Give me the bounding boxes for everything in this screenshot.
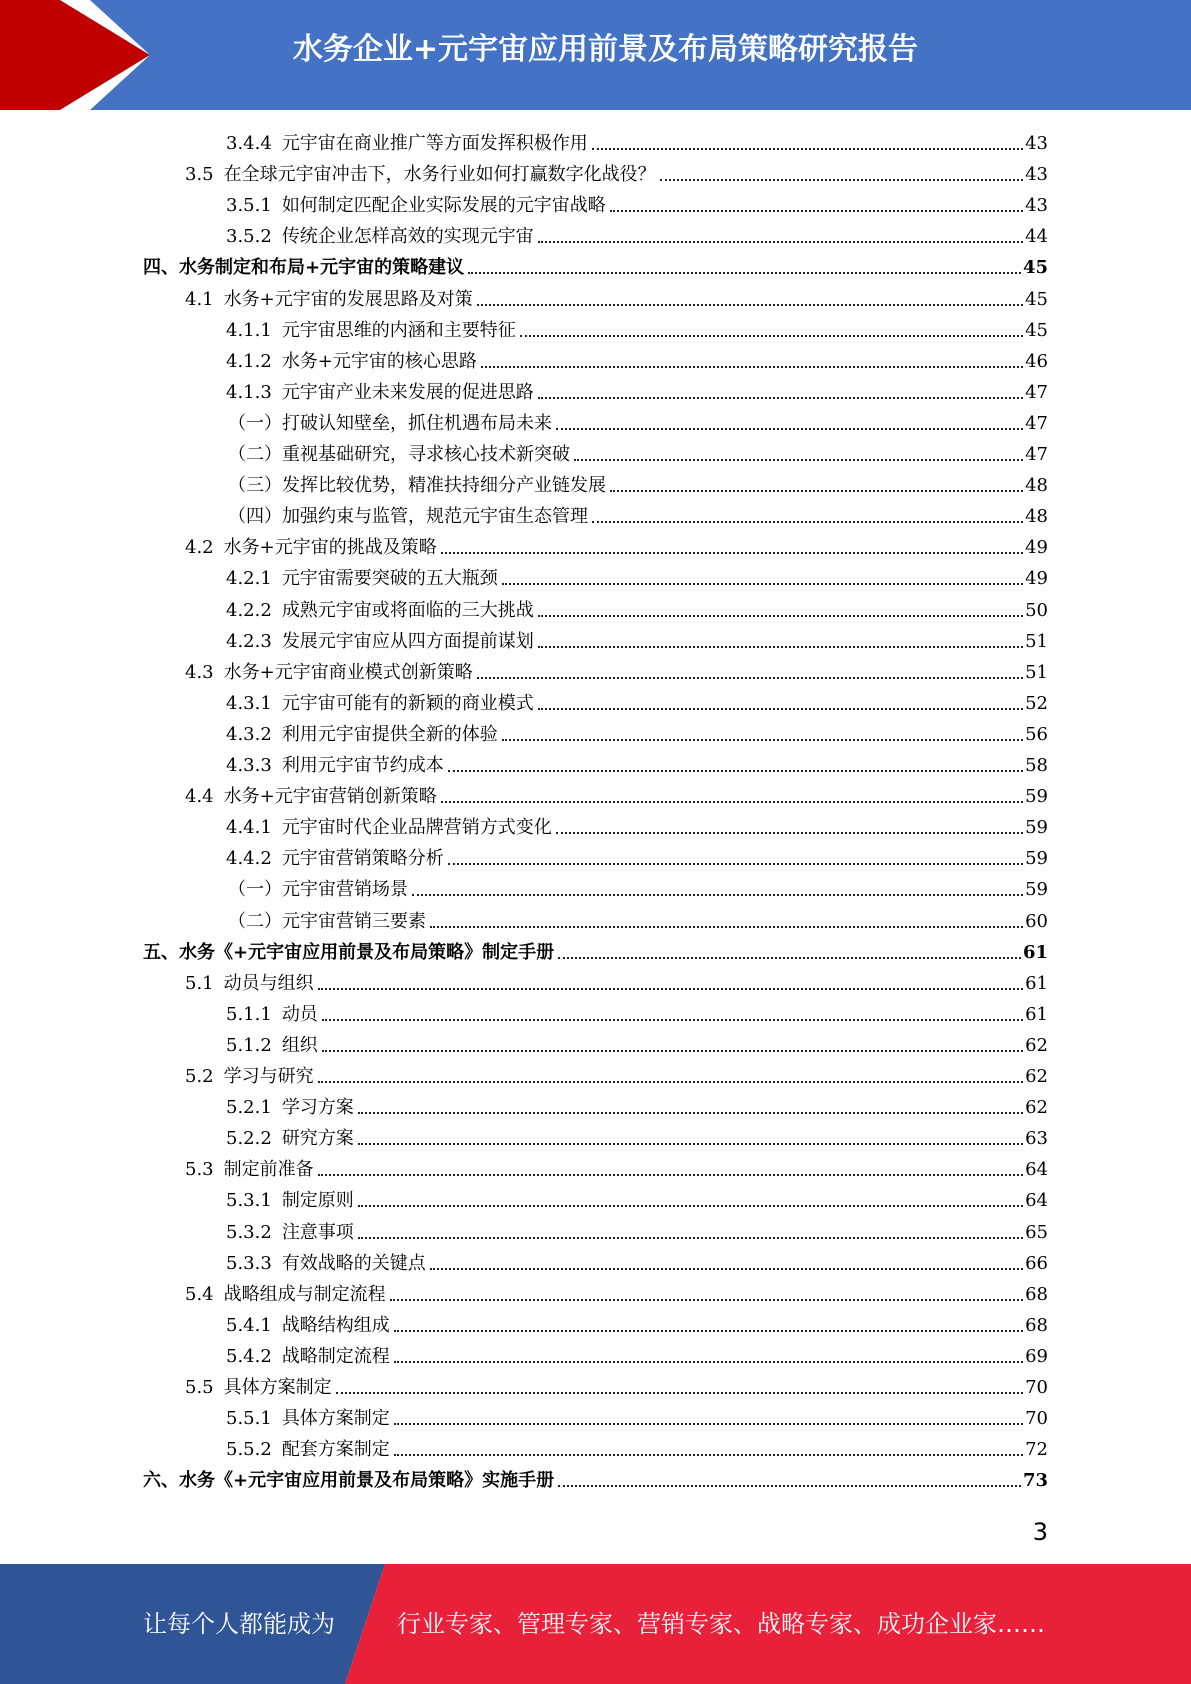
toc-entry[interactable]	[226, 595, 1048, 626]
toc-entry-number: 4.3.2	[226, 723, 272, 745]
toc-entry-number: 4.4	[185, 786, 214, 808]
toc-entry-title	[226, 563, 502, 594]
toc-entry-title	[226, 221, 538, 252]
toc-entry-page: 46	[1025, 350, 1048, 372]
toc-dot-leader	[538, 397, 1023, 399]
toc-entry[interactable]	[185, 1061, 1048, 1092]
toc-entry-page: 69	[1025, 1345, 1048, 1367]
toc-dot-leader	[502, 583, 1023, 585]
toc-entry-title	[226, 1092, 358, 1123]
toc-entry-text: 元宇宙时代企业品牌营销方式变化	[281, 817, 552, 839]
toc-entry-text: 成熟元宇宙或将面临的三大挑战	[281, 599, 534, 621]
toc-entry-title	[226, 750, 448, 781]
toc-entry[interactable]	[226, 1434, 1048, 1465]
toc-entry-title	[226, 812, 556, 843]
toc-dot-leader	[448, 770, 1023, 772]
toc-entry-page: 68	[1025, 1283, 1048, 1305]
toc-entry-title	[228, 439, 574, 470]
toc-entry-page: 60	[1025, 910, 1048, 932]
toc-dot-leader	[448, 863, 1023, 865]
toc-entry[interactable]	[228, 439, 1048, 470]
toc-dot-leader	[610, 210, 1023, 212]
toc-entry[interactable]	[185, 159, 1048, 190]
toc-entry-text: 四、水务制定和布局+元宇宙的策略建议	[143, 257, 465, 279]
toc-entry-title	[226, 1030, 322, 1061]
toc-entry-page: 49	[1025, 537, 1048, 559]
toc-entry-text: 配套方案制定	[281, 1439, 390, 1461]
toc-entry-number: 5.3.1	[226, 1190, 272, 1212]
toc-entry-title	[226, 719, 502, 750]
toc-entry-page: 59	[1025, 879, 1048, 901]
toc-dot-leader	[430, 1268, 1023, 1270]
toc-entry-title	[185, 284, 477, 315]
toc-entry-page: 62	[1025, 1034, 1048, 1056]
toc-entry[interactable]	[185, 284, 1048, 315]
toc-entry-text: （四）加强约束与监管，规范元宇宙生态管理	[228, 506, 588, 528]
toc-entry-text: 动员	[281, 1003, 318, 1025]
toc-entry-number: 5.1	[185, 972, 214, 994]
toc-entry-number: 4.2.1	[226, 568, 272, 590]
toc-dot-leader	[394, 1361, 1023, 1363]
toc-entry-number: 5.5.1	[226, 1408, 272, 1430]
toc-entry-number: 5.3	[185, 1159, 214, 1181]
toc-entry[interactable]	[226, 377, 1048, 408]
toc-entry-text: 在全球元宇宙冲击下，水务行业如何打赢数字化战役？	[223, 164, 656, 186]
toc-entry-page: 61	[1025, 1003, 1048, 1025]
toc-entry[interactable]	[143, 252, 1048, 283]
toc-dot-leader	[520, 335, 1023, 337]
toc-entry-page: 65	[1025, 1221, 1048, 1243]
toc-entry[interactable]	[226, 1217, 1048, 1248]
toc-entry[interactable]	[226, 563, 1048, 594]
toc-entry[interactable]	[226, 1248, 1048, 1279]
toc-dot-leader	[358, 1143, 1023, 1145]
toc-dot-leader	[481, 366, 1023, 368]
toc-entry-title	[226, 315, 520, 346]
toc-entry-page: 64	[1025, 1190, 1048, 1212]
toc-entry-page: 61	[1025, 972, 1048, 994]
toc-entry-number: 4.3.3	[226, 755, 272, 776]
toc-entry-page: 47	[1025, 444, 1048, 465]
toc-entry-number: 5.1.2	[226, 1034, 272, 1056]
toc-entry-title	[226, 688, 538, 719]
toc-entry-number: 4.1.1	[226, 319, 272, 341]
toc-entry-title	[226, 626, 538, 657]
toc-dot-leader	[538, 646, 1023, 648]
footer-slogan-right: 行业专家、管理专家、营销专家、战略专家、成功企业家……	[397, 1610, 1045, 1638]
toc-entry-text: 注意事项	[281, 1221, 354, 1243]
toc-entry-number: 4.1	[185, 288, 214, 310]
toc-entry-number: 5.2.2	[226, 1128, 272, 1150]
toc-entry-text: 水务+元宇宙的发展思路及对策	[223, 288, 473, 310]
toc-entry-title	[226, 1403, 394, 1434]
toc-entry-page: 48	[1025, 506, 1048, 528]
toc-entry[interactable]	[185, 1372, 1048, 1403]
toc-entry-number: 5.1.1	[226, 1003, 272, 1025]
toc-entry-text: 学习与研究	[223, 1066, 314, 1087]
toc-entry-page: 44	[1025, 226, 1048, 248]
toc-dot-leader	[556, 832, 1023, 834]
toc-entry-page: 48	[1025, 475, 1048, 497]
toc-entry-page: 50	[1025, 599, 1048, 621]
toc-entry-text: 学习方案	[281, 1097, 354, 1119]
toc-entry[interactable]	[185, 532, 1048, 563]
toc-dot-leader	[358, 1205, 1023, 1207]
toc-dot-leader	[538, 615, 1023, 617]
toc-entry[interactable]	[226, 688, 1048, 719]
toc-entry-number: 4.4.1	[226, 817, 272, 839]
toc-dot-leader	[322, 1050, 1023, 1052]
toc-entry[interactable]	[226, 128, 1048, 159]
toc-entry[interactable]	[143, 937, 1048, 968]
toc-entry-page: 47	[1025, 381, 1048, 403]
toc-entry[interactable]	[185, 1279, 1048, 1310]
toc-entry[interactable]	[226, 1403, 1048, 1434]
toc-dot-leader	[558, 1485, 1021, 1487]
toc-entry-title	[143, 1465, 558, 1496]
toc-entry-text: 研究方案	[281, 1128, 354, 1150]
toc-entry-title	[143, 937, 558, 968]
toc-entry-page: 73	[1022, 1470, 1048, 1492]
toc-entry-text: 水务+元宇宙商业模式创新策略	[223, 661, 473, 683]
toc-entry-number: 5.3.3	[226, 1252, 272, 1274]
toc-dot-leader	[318, 1081, 1023, 1083]
toc-entry-number: 5.4	[185, 1283, 214, 1305]
toc-entry[interactable]	[226, 315, 1048, 346]
toc-entry-title	[185, 657, 477, 688]
toc-entry-page: 47	[1025, 412, 1048, 434]
toc-entry-page: 45	[1025, 319, 1048, 341]
toc-entry-text: 制定原则	[281, 1190, 354, 1212]
toc-entry[interactable]	[226, 812, 1048, 843]
toc-dot-leader	[441, 801, 1023, 803]
toc-dot-leader	[477, 304, 1023, 306]
toc-entry-text: 利用元宇宙节约成本	[281, 755, 444, 776]
toc-entry-number: 5.5	[185, 1377, 214, 1398]
toc-entry-page: 59	[1025, 848, 1048, 870]
toc-entry-page: 63	[1025, 1128, 1048, 1150]
toc-entry-page: 62	[1025, 1097, 1048, 1119]
toc-entry-text: 六、水务《+元宇宙应用前景及布局策略》实施手册	[143, 1470, 555, 1492]
toc-entry-text: 发展元宇宙应从四方面提前谋划	[281, 630, 534, 652]
toc-entry-number: 5.4.2	[226, 1345, 272, 1367]
toc-entry-title	[143, 252, 468, 283]
toc-entry[interactable]	[228, 408, 1048, 439]
toc-entry-text: 如何制定匹配企业实际发展的元宇宙战略	[281, 195, 606, 217]
toc-entry-text: （三）发挥比较优势，精准扶持细分产业链发展	[228, 475, 606, 497]
toc-entry[interactable]	[185, 968, 1048, 999]
toc-dot-leader	[336, 1392, 1023, 1394]
toc-entry-text: 传统企业怎样高效的实现元宇宙	[281, 226, 534, 248]
toc-entry-page: 58	[1025, 755, 1048, 776]
toc-entry-page: 70	[1025, 1408, 1048, 1430]
toc-entry-number: 4.2.2	[226, 599, 272, 621]
toc-dot-leader	[441, 552, 1023, 554]
page-header	[0, 0, 1191, 110]
toc-entry-title	[226, 595, 538, 626]
toc-entry-text: 五、水务《+元宇宙应用前景及布局策略》制定手册	[143, 941, 555, 963]
toc-entry-title	[185, 532, 441, 563]
toc-dot-leader	[574, 459, 1023, 461]
toc-entry-number: 5.5.2	[226, 1439, 272, 1461]
toc-entry-title	[226, 1185, 358, 1216]
toc-dot-leader	[558, 957, 1021, 959]
toc-entry-title	[185, 781, 441, 812]
toc-dot-leader	[592, 521, 1023, 523]
toc-dot-leader	[610, 490, 1023, 492]
toc-entry-page: 56	[1025, 723, 1048, 745]
toc-entry-page: 64	[1025, 1159, 1048, 1181]
toc-entry-text: 水务+元宇宙营销创新策略	[223, 786, 437, 808]
report-title: 水务企业+元宇宙应用前景及布局策略研究报告	[292, 32, 919, 67]
toc-entry-title	[226, 377, 538, 408]
toc-dot-leader	[502, 739, 1023, 741]
toc-entry-page: 51	[1025, 661, 1048, 683]
toc-dot-leader	[318, 1174, 1023, 1176]
toc-entry[interactable]	[226, 1030, 1048, 1061]
toc-entry-title	[226, 190, 610, 221]
toc-entry-title	[226, 999, 322, 1030]
toc-entry[interactable]	[185, 781, 1048, 812]
toc-entry-text: （一）元宇宙营销场景	[228, 879, 408, 901]
toc-entry-page: 61	[1022, 941, 1048, 963]
toc-entry-number: 3.4.4	[226, 133, 272, 154]
toc-entry-page: 68	[1025, 1314, 1048, 1336]
toc-dot-leader	[394, 1454, 1023, 1456]
toc-entry-text: 元宇宙思维的内涵和主要特征	[281, 319, 516, 341]
toc-entry-text: 利用元宇宙提供全新的体验	[281, 723, 498, 745]
toc-entry-title	[185, 1279, 390, 1310]
footer-slogan-left: 让每个人都能成为	[143, 1610, 335, 1638]
toc-entry-number: 5.2.1	[226, 1097, 272, 1119]
toc-dot-leader	[538, 241, 1023, 243]
page-footer	[0, 1564, 1191, 1684]
toc-entry-number: 3.5.2	[226, 226, 272, 248]
toc-entry[interactable]	[143, 1465, 1048, 1496]
toc-entry-text: 具体方案制定	[223, 1377, 332, 1398]
toc-entry[interactable]	[226, 626, 1048, 657]
toc-dot-leader	[660, 179, 1023, 181]
toc-entry-text: 具体方案制定	[281, 1408, 390, 1430]
toc-entry-text: 组织	[281, 1034, 318, 1056]
toc-entry[interactable]	[228, 906, 1048, 937]
toc-entry-page: 52	[1025, 692, 1048, 714]
toc-entry[interactable]	[226, 1310, 1048, 1341]
toc-entry-title	[228, 501, 592, 532]
toc-entry-number: 4.3	[185, 661, 214, 683]
toc-entry-page: 45	[1022, 257, 1048, 279]
toc-entry-title	[226, 128, 592, 159]
toc-dot-leader	[390, 1299, 1023, 1301]
toc-entry[interactable]	[185, 1154, 1048, 1185]
toc-entry-text: 战略结构组成	[281, 1314, 390, 1336]
toc-dot-leader	[430, 926, 1023, 928]
toc-dot-leader	[468, 272, 1021, 274]
toc-entry-number: 4.1.3	[226, 381, 272, 403]
toc-entry-text: 制定前准备	[223, 1159, 314, 1181]
toc-entry-title	[226, 1248, 430, 1279]
toc-entry-title	[228, 874, 412, 905]
toc-entry-number: 4.1.2	[226, 350, 272, 372]
toc-entry[interactable]	[226, 1092, 1048, 1123]
toc-entry-page: 59	[1025, 817, 1048, 839]
toc-entry-title	[226, 1217, 358, 1248]
toc-entry[interactable]	[228, 501, 1048, 532]
page-number: 3	[1032, 1518, 1048, 1546]
toc-entry-text: 元宇宙在商业推广等方面发挥积极作用	[281, 133, 588, 154]
toc-entry-text: 元宇宙营销策略分析	[281, 848, 444, 870]
toc-entry-title	[228, 408, 556, 439]
toc-entry-text: 元宇宙产业未来发展的促进思路	[281, 381, 534, 403]
toc-entry[interactable]	[226, 843, 1048, 874]
toc-entry-text: 战略组成与制定流程	[223, 1283, 386, 1305]
toc-entry-page: 43	[1025, 164, 1048, 186]
toc-dot-leader	[322, 1019, 1023, 1021]
toc-entry-number: 4.2	[185, 537, 214, 559]
toc-entry-title	[228, 470, 610, 501]
toc-entry-number: 4.3.1	[226, 692, 272, 714]
toc-entry-page: 51	[1025, 630, 1048, 652]
toc-entry-text: 动员与组织	[223, 972, 314, 994]
toc-entry-page: 62	[1025, 1066, 1048, 1087]
toc-entry-text: 水务+元宇宙的核心思路	[281, 350, 477, 372]
toc-entry-page: 70	[1025, 1377, 1048, 1398]
toc-entry[interactable]	[226, 221, 1048, 252]
toc-entry-title	[226, 1341, 394, 1372]
toc-dot-leader	[412, 894, 1023, 896]
toc-entry-page: 45	[1025, 288, 1048, 310]
toc-dot-leader	[358, 1112, 1023, 1114]
toc-entry-title	[226, 1434, 394, 1465]
toc-entry[interactable]	[228, 470, 1048, 501]
toc-entry-title	[185, 159, 660, 190]
toc-entry-page: 66	[1025, 1252, 1048, 1274]
toc-entry-number: 5.4.1	[226, 1314, 272, 1336]
toc-entry[interactable]	[226, 346, 1048, 377]
toc-entry-page: 43	[1025, 195, 1048, 217]
toc-entry[interactable]	[185, 657, 1048, 688]
toc-entry-title	[226, 1310, 394, 1341]
toc-entry-page: 49	[1025, 568, 1048, 590]
toc-dot-leader	[318, 988, 1023, 990]
toc-dot-leader	[358, 1237, 1023, 1239]
toc-entry-text: 元宇宙需要突破的五大瓶颈	[281, 568, 498, 590]
toc-dot-leader	[394, 1423, 1023, 1425]
toc-entry[interactable]	[228, 874, 1048, 905]
toc-entry-text: （一）打破认知壁垒，抓住机遇布局未来	[228, 412, 552, 434]
toc-entry[interactable]	[226, 719, 1048, 750]
toc-entry-text: 战略制定流程	[281, 1345, 390, 1367]
toc-entry-number: 5.2	[185, 1066, 214, 1087]
toc-entry-text: 元宇宙可能有的新颖的商业模式	[281, 692, 534, 714]
toc-dot-leader	[538, 708, 1023, 710]
toc-entry-number: 4.4.2	[226, 848, 272, 870]
toc-entry-number: 3.5.1	[226, 195, 272, 217]
toc-dot-leader	[556, 428, 1023, 430]
toc-entry-title	[185, 968, 318, 999]
toc-entry-number: 5.3.2	[226, 1221, 272, 1243]
toc-entry-text: 有效战略的关键点	[281, 1252, 426, 1274]
toc-entry-title	[228, 906, 430, 937]
toc-entry-number: 3.5	[185, 164, 214, 186]
toc-entry-page: 59	[1025, 786, 1048, 808]
toc-entry[interactable]	[226, 1123, 1048, 1154]
toc-entry-title	[226, 843, 448, 874]
toc-entry-title	[226, 346, 481, 377]
toc-entry-title	[185, 1372, 336, 1403]
toc-entry-title	[185, 1061, 318, 1092]
toc-dot-leader	[592, 148, 1023, 150]
toc-dot-leader	[477, 677, 1023, 679]
toc-entry[interactable]	[226, 1185, 1048, 1216]
toc-entry-text: （二）重视基础研究，寻求核心技术新突破	[228, 444, 570, 465]
toc-entry[interactable]	[226, 1341, 1048, 1372]
toc-entry[interactable]	[226, 999, 1048, 1030]
toc-entry-page: 72	[1025, 1439, 1048, 1461]
toc-entry-text: 水务+元宇宙的挑战及策略	[223, 537, 437, 559]
toc-entry-title	[226, 1123, 358, 1154]
toc-entry-number: 4.2.3	[226, 630, 272, 652]
toc-entry-title	[185, 1154, 318, 1185]
toc-entry[interactable]	[226, 750, 1048, 781]
toc-entry-text: （二）元宇宙营销三要素	[228, 910, 426, 932]
toc-entry-page: 43	[1025, 133, 1048, 154]
toc-dot-leader	[394, 1330, 1023, 1332]
toc-entry[interactable]	[226, 190, 1048, 221]
